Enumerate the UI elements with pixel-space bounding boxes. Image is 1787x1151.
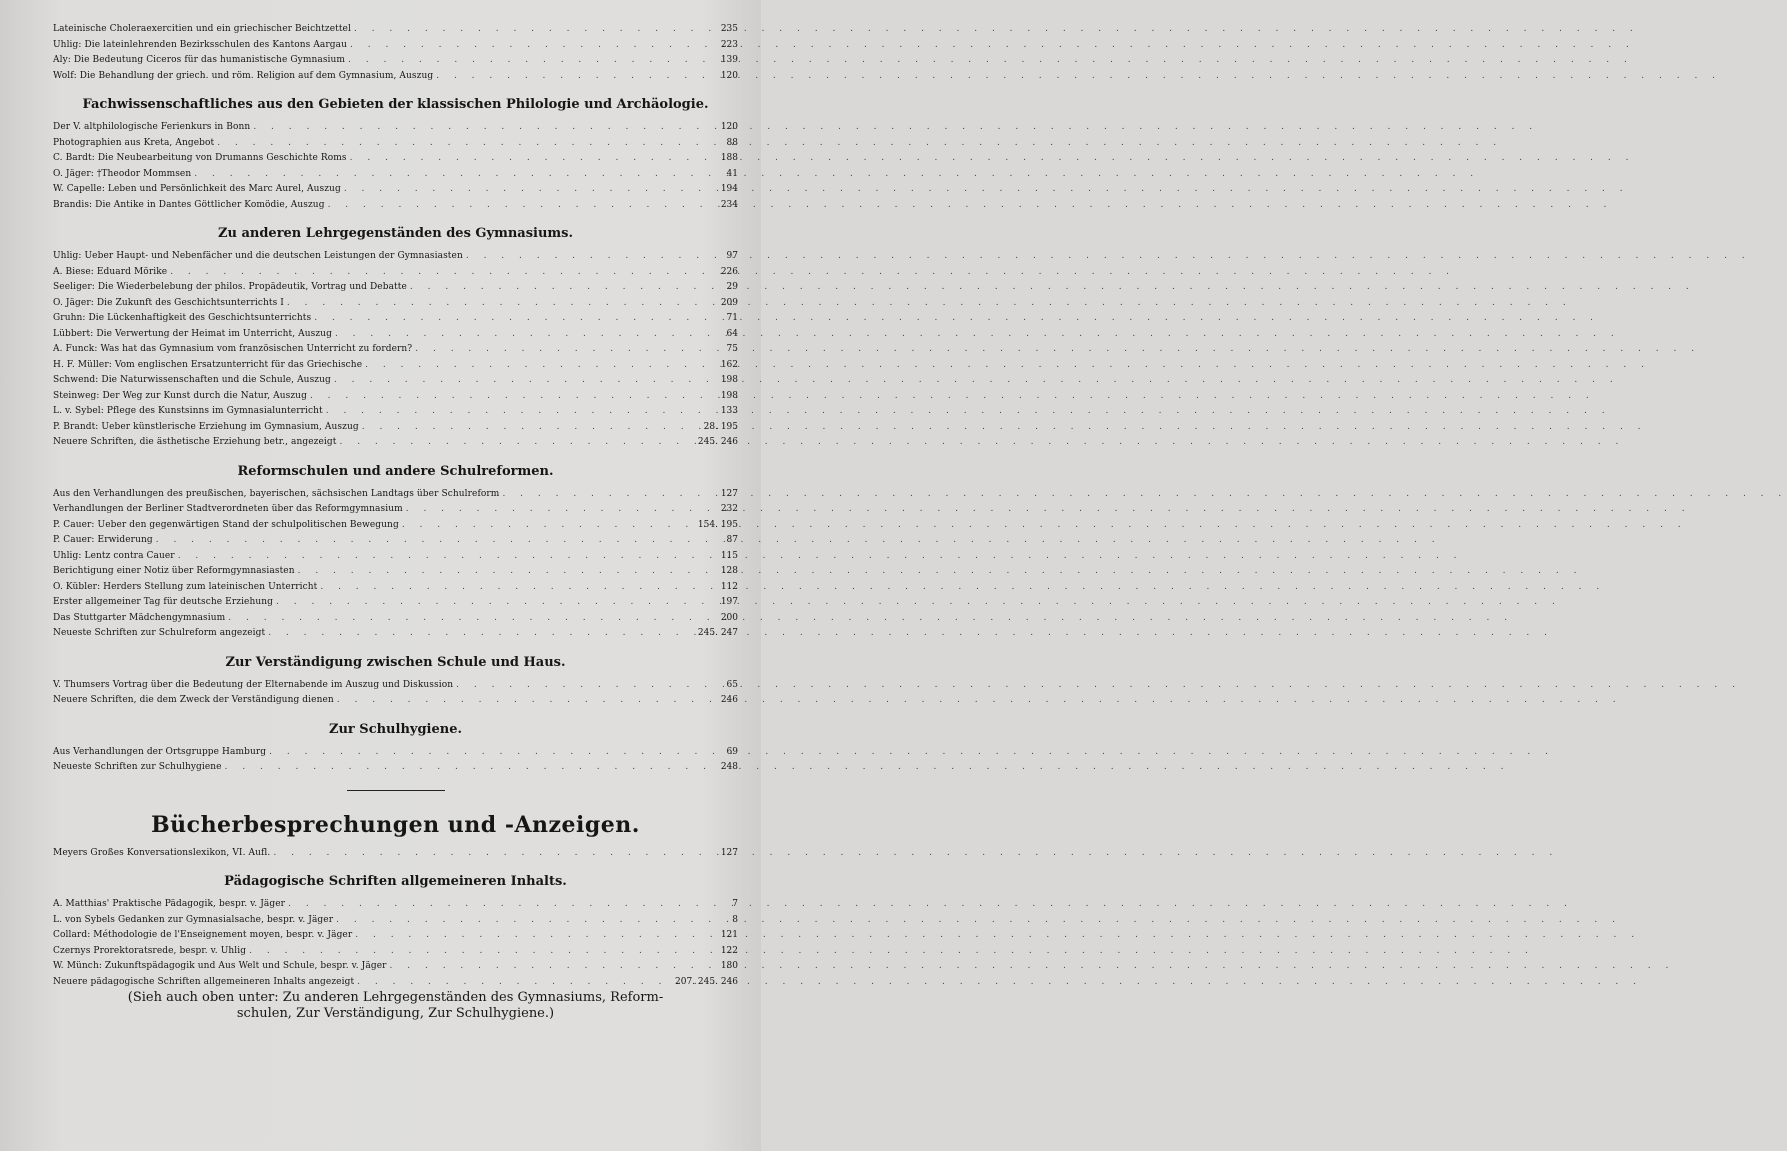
toc-entry [53, 53, 738, 69]
leader-dots [402, 518, 695, 534]
entry-title: Seeliger: Die Wiederbelebung der philos. Propädeutik, Vortrag und Debatte [53, 282, 407, 292]
entry-pages: 139 [720, 55, 738, 65]
leader-dots [466, 249, 724, 265]
toc-entry [53, 678, 738, 694]
entry-title: W. Münch: Zukunftspädagogik und Aus Welt und Schule, bespr. v. Jäger [53, 961, 387, 971]
entry-title: Erster allgemeiner Tag für deutsche Erziehung [53, 597, 274, 607]
toc-entry [53, 913, 738, 929]
toc-entry [53, 373, 738, 389]
toc-section [53, 249, 738, 451]
leader-dots [273, 846, 717, 862]
toc-entry [53, 69, 738, 85]
entry-title: Neuere Schriften, die dem Zweck der Verständigung dienen [53, 695, 334, 705]
toc-entry [53, 745, 738, 761]
entry-title: Der V. altphilologische Ferienkurs in Bonn [53, 122, 251, 132]
entry-title: Steinweg: Der Weg zur Kunst durch die Natur, Auszug [53, 390, 307, 401]
entry-pages: 154. 195 [697, 519, 738, 530]
entry-pages: 112 [720, 581, 738, 592]
entry-title: Neuere pädagogische Schriften allgemeineren Inhalts angezeigt [53, 976, 355, 987]
entry-pages: 28. 195 [703, 421, 738, 432]
toc-entry [53, 167, 738, 183]
entry-pages: 232 [720, 504, 738, 514]
toc-entry [53, 342, 738, 358]
toc-section [53, 120, 738, 213]
entry-title: Aus den Verhandlungen des preußischen, bayerischen, sächsischen Landtags über Schulreform [53, 488, 500, 499]
leader-dots [436, 69, 718, 85]
entry-title: L. von Sybels Gedanken zur Gymnasialsache, bespr. v. Jäger [53, 914, 334, 925]
toc-entry [53, 38, 738, 54]
leader-dots [344, 182, 718, 198]
entry-pages: 235 [720, 24, 738, 34]
section-heading: Reformschulen und andere Schulreformen. [237, 463, 554, 479]
leader-dots [502, 487, 717, 503]
entry-title: Berichtigung einer Notiz über Reformgymnasiasten [53, 566, 295, 576]
toc-entry [53, 760, 738, 776]
toc-entry [53, 198, 738, 214]
entry-pages: 128 [720, 566, 738, 576]
toc-entry [53, 265, 738, 281]
major-heading: Bücherbesprechungen und -Anzeigen. [151, 811, 640, 838]
toc-entry [53, 595, 738, 611]
entry-title: Aly: Die Bedeutung Ciceros für das humanistische Gymnasium [53, 55, 346, 65]
entry-pages: 120 [720, 70, 738, 81]
entry-title: Lübbert: Die Verwertung der Heimat im Unterricht, Auszug [53, 328, 332, 339]
entry-pages: 75 [726, 344, 738, 354]
section-heading: Zu anderen Lehrgegenständen des Gymnasiums. [217, 226, 574, 241]
entry-pages: 197 [720, 597, 738, 607]
toc-entry [53, 518, 738, 534]
leader-dots [287, 296, 718, 312]
entry-pages: 65 [726, 679, 738, 690]
leader-dots [456, 678, 723, 694]
toc-entry [53, 120, 738, 136]
leader-dots [225, 760, 718, 776]
toc-entry [53, 311, 738, 327]
leader-dots [253, 120, 718, 136]
entry-pages: 209 [720, 297, 738, 308]
entry-title: Neueste Schriften zur Schulhygiene [53, 762, 222, 772]
leader-dots [406, 502, 718, 518]
toc-entry [53, 626, 738, 642]
leader-dots [362, 420, 701, 436]
entry-title: Neuere Schriften, die ästhetische Erziehung betr., angezeigt [53, 437, 337, 447]
leader-dots [350, 38, 718, 54]
entry-pages: 120 [720, 122, 738, 132]
entry-pages: 7 [732, 899, 738, 909]
entry-title: A. Biese: Eduard Mörike [53, 266, 168, 277]
toc-entry [53, 358, 738, 374]
entry-pages: 188 [720, 153, 738, 163]
entry-title: Gruhn: Die Lückenhaftigkeit des Geschichtsunterrichts [53, 313, 312, 323]
entry-title: H. F. Müller: Vom englischen Ersatzunterricht für das Griechische [53, 359, 363, 370]
toc-entry [53, 280, 738, 296]
leader-dots [170, 265, 718, 281]
document-page [0, 0, 761, 1151]
leader-dots [269, 745, 723, 761]
entry-pages: 8 [732, 914, 738, 925]
toc-entry [53, 22, 738, 38]
entry-title: Aus Verhandlungen der Ortsgruppe Hamburg [53, 746, 267, 757]
section-divider [347, 790, 445, 791]
entry-title: Uhlig: Lentz contra Cauer [53, 550, 175, 561]
entry-title: O. Kübler: Herders Stellung zum lateinischen Unterricht [53, 581, 318, 592]
toc-entry [53, 959, 738, 975]
toc-entry [53, 564, 738, 580]
toc-entry [53, 327, 738, 343]
entry-pages: 29 [726, 282, 738, 292]
entry-title: Photographien aus Kreta, Angebot [53, 137, 215, 148]
entry-pages: 180 [720, 961, 738, 971]
leader-dots [357, 975, 672, 991]
entry-pages: 194 [720, 184, 738, 194]
entry-title: A. Funck: Was hat das Gymnasium vom französischen Unterricht zu fordern? [53, 344, 413, 354]
leader-dots [354, 22, 718, 38]
toc-entry [53, 944, 738, 960]
entry-pages: 245. 247 [697, 628, 738, 638]
toc-section [53, 745, 738, 776]
leader-dots [217, 136, 723, 152]
entry-title: P. Cauer: Ueber den gegenwärtigen Stand der schulpolitischen Bewegung [53, 519, 399, 530]
leader-dots [365, 358, 718, 374]
cross-reference-note: schulen, Zur Verständigung, Zur Schulhygiene.) [236, 1006, 555, 1021]
entry-title: Czernys Prorektoratsrede, bespr. v. Uhlig [53, 945, 247, 956]
toc-entry [53, 389, 738, 405]
entry-title: Lateinische Choleraexercitien und ein griechischer Beichtzettel [53, 24, 351, 34]
entry-pages: 246 [720, 695, 738, 705]
leader-dots [355, 928, 718, 944]
leader-dots [348, 53, 718, 69]
entry-pages: 127 [720, 847, 738, 858]
entry-title: Meyers Großes Konversationslexikon, VI. Aufl. [53, 847, 271, 858]
toc-entry [53, 533, 738, 549]
entry-pages: 198 [720, 375, 738, 385]
leader-dots [314, 311, 723, 327]
leader-dots [415, 342, 723, 358]
toc-entry [53, 420, 738, 436]
entry-title: Wolf: Die Behandlung der griech. und röm. Religion auf dem Gymnasium, Auszug [53, 70, 434, 81]
entry-pages: 87 [726, 535, 738, 545]
toc-entry [53, 611, 738, 627]
leader-dots [178, 549, 718, 565]
leader-dots [328, 198, 718, 214]
entry-title: Neueste Schriften zur Schulreform angezeigt [53, 628, 266, 638]
toc-section [53, 22, 738, 84]
entry-pages: 198 [720, 390, 738, 401]
entry-pages: 223 [720, 39, 738, 50]
entry-pages: 115 [720, 550, 738, 561]
leader-dots [249, 944, 718, 960]
entry-pages: 71 [726, 313, 738, 323]
toc-entry [53, 487, 738, 503]
leader-dots [335, 327, 724, 343]
entry-title: Verhandlungen der Berliner Stadtverordneten über das Reformgymnasium [53, 504, 403, 514]
toc-entry [53, 580, 738, 596]
entry-pages: 121 [720, 930, 738, 940]
entry-pages: 88 [726, 137, 738, 148]
entry-pages: 248 [720, 762, 738, 772]
entry-pages: 234 [720, 199, 738, 210]
cross-reference-note: (Sieh auch oben unter: Zu anderen Lehrgegenständen des Gymnasiums, Reform- [127, 990, 664, 1005]
entry-title: Uhlig: Ueber Haupt- und Nebenfächer und die deutschen Leistungen der Gymnasiasten [53, 251, 463, 261]
toc-entry [53, 151, 738, 167]
toc-entry [53, 846, 738, 862]
entry-title: O. Jäger: Die Zukunft des Geschichtsunterrichts I [53, 297, 284, 308]
table-of-contents [53, 22, 738, 1022]
toc-section [53, 897, 738, 990]
entry-pages: 64 [726, 328, 738, 339]
leader-dots [156, 533, 724, 549]
entry-title: Collard: Méthodologie de l'Enseignement moyen, bespr. v. Jäger [53, 930, 353, 940]
leader-dots [276, 595, 718, 611]
toc-entry [53, 502, 738, 518]
toc-entry [53, 404, 738, 420]
toc-entry [53, 136, 738, 152]
entry-title: A. Matthias' Praktische Pädagogik, bespr. v. Jäger [53, 899, 286, 909]
entry-pages: 133 [720, 406, 738, 416]
section-heading: Fachwissenschaftliches aus den Gebieten der klassischen Philologie und Archäologie. [82, 97, 709, 112]
toc-entry [53, 249, 738, 265]
toc-entry [53, 897, 738, 913]
leader-dots [339, 435, 694, 451]
leader-dots [410, 280, 724, 296]
entry-pages: 245. 246 [697, 437, 738, 447]
entry-pages: 127 [720, 488, 738, 499]
section-heading: Pädagogische Schriften allgemeineren Inhalts. [224, 874, 567, 889]
toc-section [53, 678, 738, 709]
entry-title: L. v. Sybel: Pflege des Kunstsinns im Gymnasialunterricht [53, 406, 323, 416]
toc-entry [53, 435, 738, 451]
leader-dots [337, 693, 718, 709]
toc-entry [53, 296, 738, 312]
entry-pages: 122 [720, 945, 738, 956]
toc-entry [53, 928, 738, 944]
toc-entry [53, 549, 738, 565]
entry-pages: 162 [720, 359, 738, 370]
section-heading: Zur Schulhygiene. [328, 721, 462, 737]
entry-title: P. Cauer: Erwiderung [53, 535, 153, 545]
entry-pages: 41 [726, 168, 738, 179]
entry-title: C. Bardt: Die Neubearbeitung von Drumanns Geschichte Roms [53, 153, 347, 163]
toc-section [53, 487, 738, 642]
leader-dots [194, 167, 723, 183]
leader-dots [288, 897, 729, 913]
toc-entry [53, 693, 738, 709]
entry-title: Das Stuttgarter Mädchengymnasium [53, 612, 226, 623]
section-heading: Zur Verständigung zwischen Schule und Haus. [225, 654, 566, 670]
entry-pages: 97 [726, 251, 738, 261]
leader-dots [334, 373, 718, 389]
entry-title: P. Brandt: Ueber künstlerische Erziehung im Gymnasium, Auszug [53, 421, 359, 432]
entry-title: O. Jäger: †Theodor Mommsen [53, 168, 192, 179]
leader-dots [350, 151, 718, 167]
leader-dots [228, 611, 718, 627]
entry-pages: 207. 245. 246 [675, 976, 738, 987]
toc-entry [53, 975, 738, 991]
entry-title: Brandis: Die Antike in Dantes Göttlicher Komödie, Auszug [53, 199, 325, 210]
leader-dots [320, 580, 717, 596]
entry-title: Uhlig: Die lateinlehrenden Bezirksschulen des Kantons Aargau [53, 39, 348, 50]
leader-dots [326, 404, 718, 420]
leader-dots [390, 959, 718, 975]
entry-title: W. Capelle: Leben und Persönlichkeit des Marc Aurel, Auszug [53, 184, 341, 194]
entry-pages: 200 [720, 612, 738, 623]
entry-pages: 69 [726, 746, 738, 757]
leader-dots [298, 564, 718, 580]
entry-title: V. Thumsers Vortrag über die Bedeutung der Elternabende im Auszug und Diskussion [53, 679, 454, 690]
entry-title: Schwend: Die Naturwissenschaften und die Schule, Auszug [53, 375, 331, 385]
toc-entry [53, 182, 738, 198]
leader-dots [310, 389, 718, 405]
leader-dots [268, 626, 695, 642]
entry-pages: 226 [720, 266, 738, 277]
leader-dots [336, 913, 729, 929]
